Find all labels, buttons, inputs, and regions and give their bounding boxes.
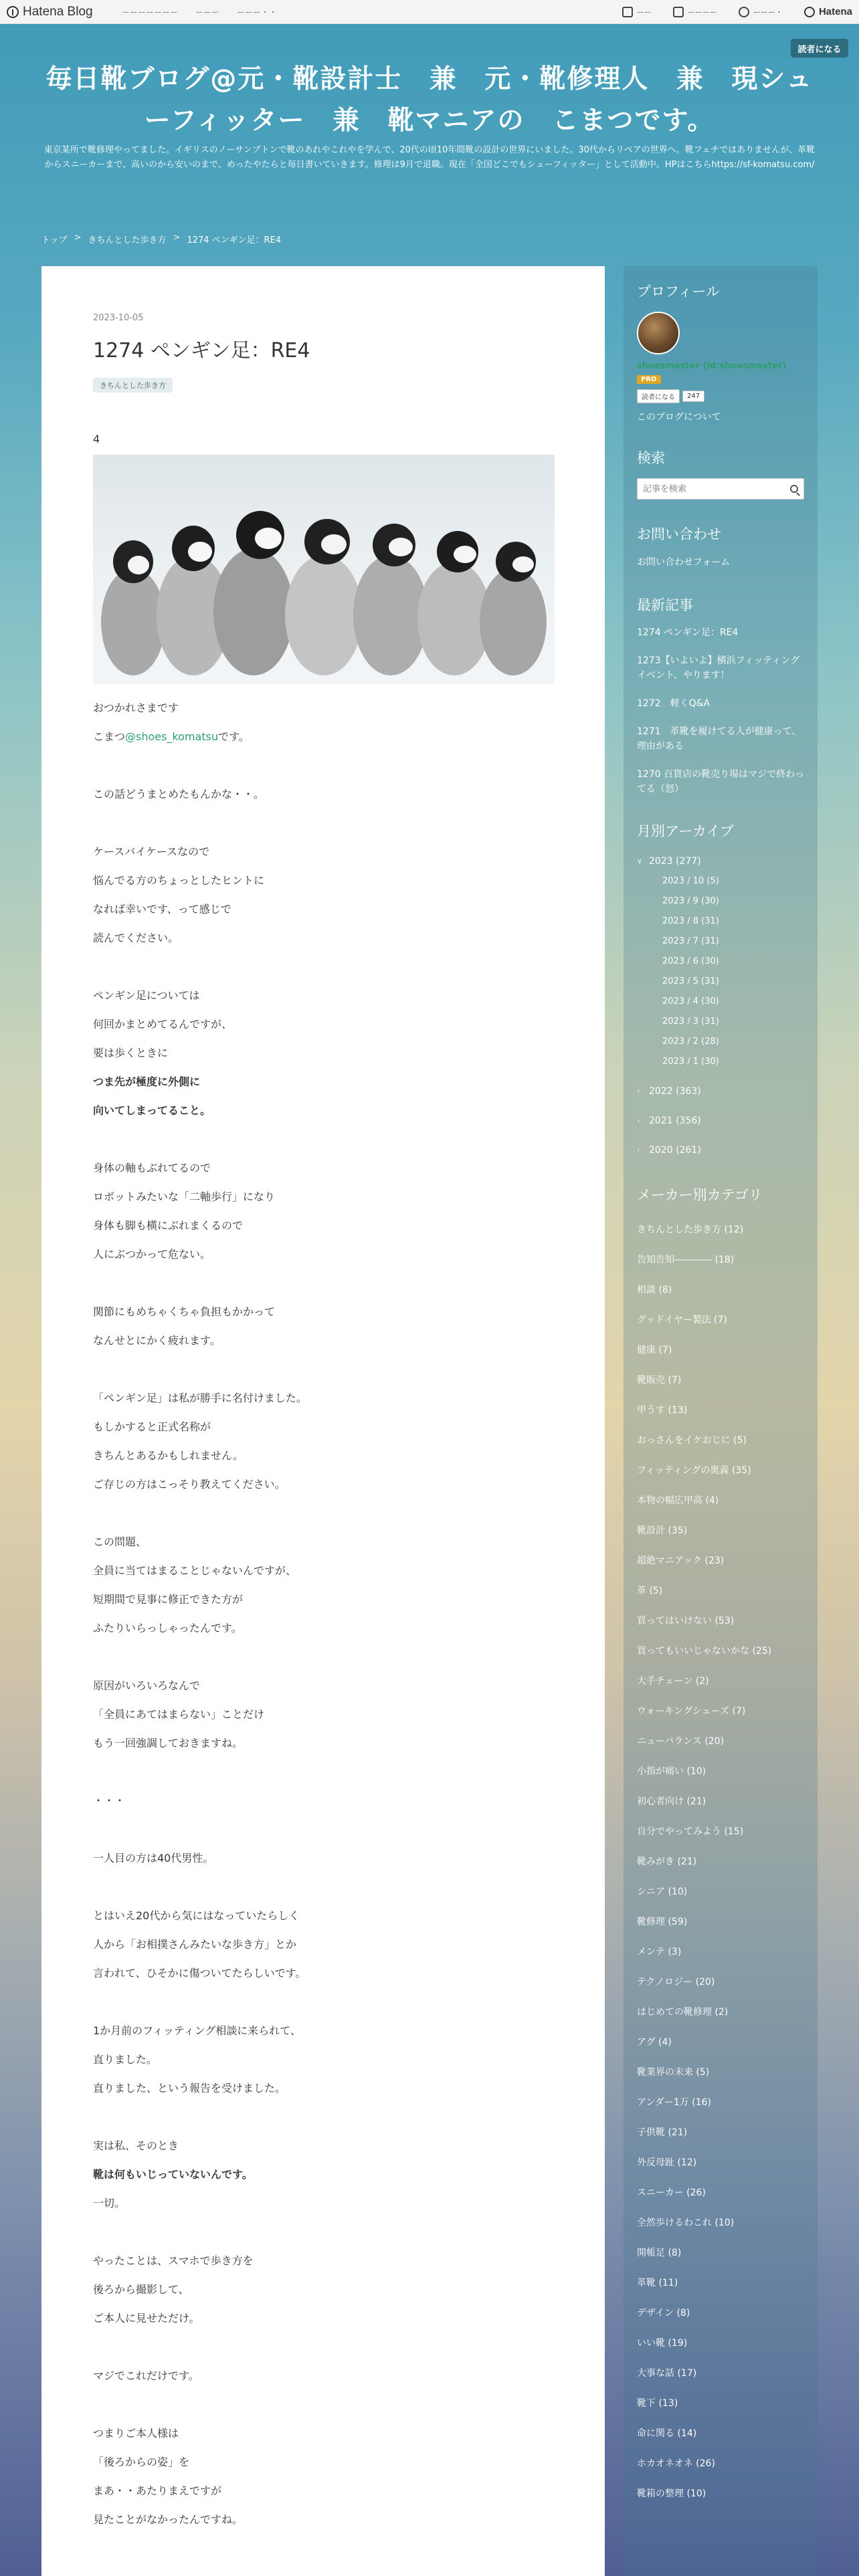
article-paragraph bbox=[93, 1872, 553, 1901]
article-paragraph bbox=[93, 1326, 553, 1355]
article-paragraph bbox=[93, 2045, 553, 2074]
search-section bbox=[637, 447, 804, 500]
article-paragraph bbox=[93, 837, 553, 866]
article-text: 言われて、ひそかに傷ついてたらしいです。 bbox=[93, 1967, 306, 1979]
search-heading: 検索 bbox=[637, 450, 665, 466]
profile-heading: プロフィール bbox=[637, 284, 720, 300]
category-link[interactable]: 自分でやってみよう (15) bbox=[637, 1826, 744, 1837]
article-paragraph bbox=[93, 1297, 553, 1326]
article-paragraph bbox=[93, 1441, 553, 1470]
article-text: です。 bbox=[218, 730, 250, 743]
category-link[interactable]: グッドイヤー製法 (7) bbox=[637, 1315, 727, 1325]
category-link[interactable]: 買ってもいいじゃないかな (25) bbox=[637, 1646, 772, 1656]
archive-year-label: 2023 (277) bbox=[649, 856, 701, 867]
archive-month-link[interactable]: 2023 / 2 (28) bbox=[662, 1037, 719, 1047]
article-bold-text: 靴は何もいじっていないんです。 bbox=[93, 2168, 253, 2181]
article-paragraph bbox=[93, 1959, 553, 1988]
archive-month-link[interactable]: 2023 / 8 (31) bbox=[662, 916, 719, 926]
category-link[interactable]: 初心者向け (21) bbox=[637, 1796, 706, 1807]
article-paragraph bbox=[93, 1067, 553, 1096]
article-number: 4 bbox=[93, 433, 100, 445]
article-paragraph bbox=[93, 1757, 553, 1786]
article-paragraph bbox=[93, 895, 553, 924]
archive-year-open[interactable] bbox=[637, 851, 804, 871]
category-link[interactable]: おっさんをイケおじに (5) bbox=[637, 1435, 747, 1446]
article-paragraph bbox=[93, 2476, 553, 2505]
article-text: 「後ろからの姿」を bbox=[93, 2456, 190, 2468]
subscriber-count[interactable]: 247 bbox=[682, 391, 704, 402]
article-paragraph bbox=[93, 924, 553, 952]
pencil-icon bbox=[622, 7, 633, 17]
article-paragraph bbox=[93, 1154, 553, 1182]
article-paragraph bbox=[93, 2361, 553, 2390]
archive-month-link[interactable]: 2023 / 3 (31) bbox=[662, 1016, 719, 1027]
category-link[interactable]: 靴設計 (35) bbox=[637, 1525, 688, 1536]
article-text: なんせとにかく疲れます。 bbox=[93, 1334, 221, 1347]
article-text: 人から「お相撲さんみたいな歩き方」とか bbox=[93, 1938, 297, 1951]
global-right-menu bbox=[622, 6, 852, 17]
contact-heading: お問い合わせ bbox=[637, 526, 721, 542]
archive-month-link[interactable]: 2023 / 6 (30) bbox=[662, 956, 719, 966]
hatena-blog-logo[interactable] bbox=[7, 5, 93, 19]
category-link[interactable]: シニア (10) bbox=[637, 1887, 688, 1897]
article-paragraph bbox=[93, 2189, 553, 2218]
article-paragraph bbox=[93, 2505, 553, 2534]
archive-month-link[interactable]: 2023 / 5 (31) bbox=[662, 976, 719, 986]
category-link[interactable]: 命に関る (14) bbox=[637, 2428, 697, 2439]
hatena-icon bbox=[804, 7, 815, 17]
article-paragraph bbox=[93, 1642, 553, 1671]
article-paragraph bbox=[93, 809, 553, 837]
article-text: ・・・ bbox=[93, 1794, 126, 1807]
article-text: 一人目の方は40代男性。 bbox=[93, 1852, 214, 1864]
category-link[interactable]: アグ (4) bbox=[637, 2037, 672, 2048]
article-paragraph bbox=[93, 1527, 553, 1556]
profile-subscribe-button[interactable]: 読者になる bbox=[637, 389, 680, 403]
article-text: ご本人に見せただけ。 bbox=[93, 2312, 200, 2325]
article-paragraph bbox=[93, 1556, 553, 1585]
archive-section bbox=[637, 821, 804, 1160]
article-bold-text: つま先が極度に外側に bbox=[93, 1075, 201, 1088]
article-text: 見たことがなかったんですね。 bbox=[93, 2513, 244, 2526]
article-text: もう一回強調しておきますね。 bbox=[93, 1737, 244, 1749]
article-paragraph bbox=[93, 2016, 553, 2045]
article-paragraph bbox=[93, 1815, 553, 1844]
category-link[interactable]: 革 (5) bbox=[637, 1586, 663, 1596]
category-link[interactable]: デザイン (8) bbox=[637, 2308, 690, 2319]
search-box bbox=[637, 478, 804, 500]
article-text: もしかすると正式名称が bbox=[93, 1420, 211, 1433]
article-text: マジでこれだけです。 bbox=[93, 2369, 199, 2382]
article-text: なれば幸いです、って感じで bbox=[93, 903, 231, 916]
article-text: ペンギン足については bbox=[93, 989, 200, 1002]
global-header-bar bbox=[0, 0, 859, 24]
recent-post-link[interactable]: 1274 ペンギン足：RE4 bbox=[637, 627, 739, 638]
category-link[interactable]: 靴みがき (21) bbox=[637, 1856, 697, 1867]
category-section bbox=[637, 1184, 804, 2509]
article-text: 短期間で見事に修正できた方が bbox=[93, 1593, 244, 1606]
article-paragraph bbox=[93, 2103, 553, 2131]
archive-year-label: 2020 (261) bbox=[649, 1145, 701, 1156]
contact-section bbox=[637, 524, 804, 570]
archive-year-closed[interactable] bbox=[637, 1081, 804, 1101]
article-paragraph bbox=[93, 1585, 553, 1614]
global-menu-item[interactable]: ーーーーーーー bbox=[122, 8, 179, 17]
article-paragraph bbox=[93, 981, 553, 1010]
article-text: 実は私、そのとき bbox=[93, 2139, 179, 2152]
hatena-link[interactable] bbox=[804, 6, 852, 17]
dashboard-icon bbox=[673, 7, 684, 17]
article-paragraph bbox=[93, 1901, 553, 1930]
global-menu-item[interactable]: ーーー bbox=[195, 8, 220, 17]
category-link[interactable]: 靴販売 (7) bbox=[637, 1375, 682, 1386]
breadcrumb-separator: > bbox=[173, 233, 181, 243]
article-text: とはいえ20代から気にはなっていたらしく bbox=[93, 1909, 300, 1922]
article-text: 一切。 bbox=[93, 2197, 126, 2210]
article-text: 直りました。 bbox=[93, 2053, 158, 2066]
archive-year-label: 2021 (356) bbox=[649, 1115, 701, 1126]
article-text: 人にぶつかって危ない。 bbox=[93, 1248, 211, 1261]
article-text: 原因がいろいろなんで bbox=[93, 1679, 201, 1692]
article-paragraph bbox=[93, 2333, 553, 2361]
article-text: 悩んでる方のちょっとしたヒントに bbox=[93, 874, 265, 887]
category-link[interactable]: ウォーキングシューズ (7) bbox=[637, 1706, 746, 1717]
category-heading: メーカー別カテゴリ bbox=[637, 1187, 763, 1203]
hatena-blog-logo-text: Hatena Blog bbox=[23, 4, 93, 19]
article-paragraph bbox=[93, 780, 553, 809]
category-link[interactable]: 開帳足 (8) bbox=[637, 2248, 682, 2258]
article-title[interactable]: 1274 ペンギン足：RE4 bbox=[93, 339, 310, 362]
chevron-right-icon[interactable]: › bbox=[637, 1087, 640, 1095]
article-bold-text: 向いてしまってること。 bbox=[93, 1104, 211, 1117]
category-link[interactable]: 本物の幅広甲高 (4) bbox=[637, 1495, 719, 1506]
article-paragraph bbox=[93, 722, 553, 751]
article-text: 関節にもめちゃくちゃ負担もかかって bbox=[93, 1305, 276, 1318]
article-paragraph bbox=[93, 1010, 553, 1039]
hatena-label: Hatena bbox=[818, 6, 852, 17]
category-link[interactable]: 革靴 (11) bbox=[637, 2278, 678, 2288]
category-list bbox=[637, 1215, 804, 2509]
article-paragraph bbox=[93, 1930, 553, 1959]
archive-month-link[interactable]: 2023 / 1 (30) bbox=[662, 1057, 719, 1067]
article-text: 直りました、という報告を受けました。 bbox=[93, 2082, 286, 2095]
article-paragraph bbox=[93, 2275, 553, 2304]
chevron-right-icon[interactable]: › bbox=[637, 1116, 640, 1125]
chevron-down-icon[interactable]: ∨ bbox=[637, 857, 643, 865]
global-menu-item[interactable]: ーーー・・ bbox=[237, 8, 278, 17]
article-paragraph bbox=[93, 1039, 553, 1067]
about-blog-link[interactable]: このブログについて bbox=[637, 412, 721, 423]
contact-form-link[interactable]: お問い合わせフォーム bbox=[637, 557, 731, 568]
category-link[interactable]: スニーカー (26) bbox=[637, 2187, 706, 2198]
account-menu[interactable] bbox=[739, 7, 783, 17]
article-paragraph bbox=[93, 1988, 553, 2016]
archive-year-label: 2022 (363) bbox=[649, 1086, 701, 1097]
article-paragraph bbox=[93, 1355, 553, 1384]
article-paragraph bbox=[93, 1125, 553, 1154]
pro-badge: PRO bbox=[637, 375, 661, 384]
breadcrumb bbox=[41, 233, 281, 245]
article-text: 読んでください。 bbox=[93, 932, 179, 944]
article-text: 全員に当てはまることじゃないんですが、 bbox=[93, 1564, 297, 1577]
category-link[interactable]: メンテ (3) bbox=[637, 1947, 682, 1957]
article-paragraph bbox=[93, 1671, 553, 1700]
category-link[interactable]: 外反母趾 (12) bbox=[637, 2157, 697, 2168]
category-link[interactable]: 甲うす (13) bbox=[637, 1405, 688, 1416]
dashboard-link[interactable] bbox=[673, 7, 717, 17]
article-text: 何回かまとめてるんですが、 bbox=[93, 1018, 233, 1031]
article-text: つまりご本人様は bbox=[93, 2427, 179, 2440]
category-link[interactable]: 告知告知―――― (18) bbox=[637, 1255, 735, 1265]
article-text: 身体も脚も横にぶれまくるので bbox=[93, 1219, 244, 1232]
penguin-photo bbox=[93, 455, 555, 684]
article-paragraph bbox=[93, 866, 553, 895]
article-text: 要は歩くときに bbox=[93, 1047, 169, 1059]
search-icon[interactable] bbox=[790, 485, 798, 493]
category-link[interactable]: 小指が痛い (10) bbox=[637, 1766, 706, 1777]
breadcrumb-top[interactable]: トップ bbox=[41, 235, 68, 245]
article-paragraph bbox=[93, 2074, 553, 2103]
account-label: ーーー・ bbox=[753, 8, 783, 17]
article-paragraph bbox=[93, 1182, 553, 1211]
category-link[interactable]: いい靴 (19) bbox=[637, 2338, 688, 2349]
recent-post-link[interactable]: 1272 軽くQ&A bbox=[637, 698, 710, 709]
category-link[interactable]: 靴業界の未来 (5) bbox=[637, 2067, 710, 2078]
category-link[interactable]: 大事な話 (17) bbox=[637, 2368, 697, 2379]
search-input[interactable] bbox=[643, 484, 777, 494]
global-menu bbox=[122, 7, 278, 17]
archive-year-closed[interactable] bbox=[637, 1140, 804, 1160]
article-paragraph bbox=[93, 751, 553, 780]
article-text: 「ペンギン足」は私が勝手に名付けました。 bbox=[93, 1392, 307, 1404]
blog-description: 東京某所で靴修理やってました。イギリスのノーサンプトンで靴のあれやこれやを学んで、20代の頃10年間靴の設計の世界にいました。30代からリペアの世界へ。靴フェチではありませんが、革靴からスニーカーまで、高いのから安いのまで、めったやたらと毎日書いていきます。修理は9月で退職。現在「全国どこでもシューフィッター」として活動中。HPはこちらhttps://sf-komatsu.com/ bbox=[43, 145, 816, 170]
penguin-illustration bbox=[93, 455, 555, 684]
profile-section bbox=[637, 281, 804, 423]
sidebar bbox=[624, 266, 818, 2576]
article-text: ロボットみたいな「二軸歩行」になり bbox=[93, 1190, 276, 1203]
category-link[interactable]: フィッティングの奥義 (35) bbox=[637, 1465, 751, 1476]
article-text: ふたりいらっしゃったんです。 bbox=[93, 1622, 242, 1634]
category-link[interactable]: ホカオネオネ (26) bbox=[637, 2458, 715, 2469]
breadcrumb-separator: > bbox=[74, 233, 82, 243]
article-paragraph bbox=[93, 1499, 553, 1527]
article-paragraph bbox=[93, 2218, 553, 2246]
article-body bbox=[93, 693, 553, 2534]
article-paragraph bbox=[93, 1269, 553, 1297]
article-text: まあ・・あたりまえですが bbox=[93, 2484, 222, 2497]
user-icon bbox=[739, 7, 749, 17]
category-link[interactable]: アンダー1万 (16) bbox=[637, 2097, 711, 2108]
penguin-group bbox=[101, 511, 547, 675]
article-category-tag[interactable]: きちんとした歩き方 bbox=[93, 378, 173, 393]
article-paragraph bbox=[93, 952, 553, 981]
breadcrumb-category[interactable]: きちんとした歩き方 bbox=[88, 235, 167, 245]
category-link[interactable]: 靴修理 (59) bbox=[637, 1917, 688, 1927]
category-link[interactable]: 超絶マニアック (23) bbox=[637, 1555, 725, 1566]
category-link[interactable]: テクノロジー (20) bbox=[637, 1977, 715, 1988]
article bbox=[41, 266, 605, 2576]
article-text: 後ろから撮影して、 bbox=[93, 2283, 189, 2296]
article-paragraph bbox=[93, 1240, 553, 1269]
article-text: この話どうまとめたもんかな・・。 bbox=[93, 788, 265, 800]
category-link[interactable]: 健康 (7) bbox=[637, 1345, 672, 1356]
recent-posts-section bbox=[637, 595, 804, 796]
article-text: 身体の軸もぶれてるので bbox=[93, 1162, 211, 1174]
article-paragraph bbox=[93, 1614, 553, 1642]
article-paragraph bbox=[93, 1700, 553, 1729]
archive-month-link[interactable]: 2023 / 9 (30) bbox=[662, 896, 719, 906]
article-paragraph bbox=[93, 1470, 553, 1499]
twitter-handle-link[interactable]: @shoes_komatsu bbox=[125, 730, 219, 743]
archive-year-closed[interactable] bbox=[637, 1111, 804, 1131]
article-paragraph bbox=[93, 1412, 553, 1441]
category-link[interactable]: 靴箱の整理 (10) bbox=[637, 2488, 706, 2499]
article-paragraph bbox=[93, 2419, 553, 2448]
article-text: この問題、 bbox=[93, 1535, 147, 1548]
article-text: やったことは、スマホで歩き方を bbox=[93, 2254, 254, 2267]
hatena-blog-logo-icon bbox=[7, 6, 19, 18]
profile-name[interactable]: shoesmaster (id:shoesmaster) bbox=[637, 361, 787, 371]
article-text: おつかれさまです bbox=[93, 702, 179, 714]
category-link[interactable]: 大手チェーン (2) bbox=[637, 1676, 709, 1687]
archive-month-link[interactable]: 2023 / 4 (30) bbox=[662, 996, 719, 1006]
article-paragraph bbox=[93, 2390, 553, 2419]
write-post-label: ーー bbox=[636, 8, 652, 17]
article-text: ケースバイケースなので bbox=[93, 845, 210, 858]
category-link[interactable]: 全然歩けるわこれ (10) bbox=[637, 2218, 735, 2228]
article-text: きちんとあるかもしれません。 bbox=[93, 1449, 244, 1462]
article-paragraph bbox=[93, 1384, 553, 1412]
archive-month-link[interactable]: 2023 / 10 (5) bbox=[662, 876, 719, 886]
avatar[interactable] bbox=[637, 312, 680, 354]
archive-heading: 月別アーカイブ bbox=[637, 823, 734, 839]
article-paragraph bbox=[93, 1096, 553, 1125]
category-link[interactable]: 相談 (8) bbox=[637, 1285, 672, 1295]
category-link[interactable]: 靴下 (13) bbox=[637, 2398, 678, 2409]
article-paragraph bbox=[93, 2246, 553, 2275]
dashboard-label: ーーーー bbox=[687, 8, 717, 17]
article-paragraph bbox=[93, 2448, 553, 2476]
article-paragraph bbox=[93, 693, 553, 722]
article-paragraph bbox=[93, 2304, 553, 2333]
article-paragraph bbox=[93, 1844, 553, 1872]
category-link[interactable]: 子供靴 (21) bbox=[637, 2127, 688, 2138]
article-paragraph bbox=[93, 1211, 553, 1240]
blog-title[interactable]: 毎日靴ブログ@元・靴設計士 兼 元・靴修理人 兼 現シューフィッター 兼 靴マニアの こまつです。 bbox=[45, 64, 814, 136]
subscribe-button[interactable]: 読者になる bbox=[791, 39, 848, 58]
article-paragraph bbox=[93, 1786, 553, 1815]
category-link[interactable]: きちんとした歩き方 (12) bbox=[637, 1224, 744, 1235]
article-paragraph bbox=[93, 1729, 553, 1757]
recent-post-link[interactable]: 1270 百貨店の靴売り場はマジで終わってる（怒） bbox=[637, 769, 804, 794]
recent-post-link[interactable]: 1271 革靴を履けてる人が健康って、理由がある bbox=[637, 726, 801, 752]
category-link[interactable]: ニューバランス (20) bbox=[637, 1736, 725, 1747]
archive-month-link[interactable]: 2023 / 7 (31) bbox=[662, 936, 719, 946]
article-date[interactable]: 2023-10-05 bbox=[93, 313, 144, 323]
category-link[interactable]: 買ってはいけない (53) bbox=[637, 1616, 735, 1626]
chevron-right-icon[interactable]: › bbox=[637, 1146, 640, 1154]
article-paragraph bbox=[93, 2131, 553, 2160]
article-text: ご存じの方はこっそり教えてください。 bbox=[93, 1478, 286, 1491]
article-text: 1か月前のフィッティング相談に来られて、 bbox=[93, 2024, 301, 2037]
recent-posts-heading: 最新記事 bbox=[637, 597, 693, 613]
category-link[interactable]: はじめての靴修理 (2) bbox=[637, 2007, 729, 2018]
profile-subscribe-row bbox=[637, 389, 804, 403]
write-post-link[interactable] bbox=[622, 7, 652, 17]
article-text: 「全員にあてはまらない」ことだけ bbox=[93, 1708, 265, 1721]
article-text: こまつ bbox=[93, 730, 126, 743]
breadcrumb-current: 1274 ペンギン足：RE4 bbox=[187, 235, 282, 245]
article-paragraph bbox=[93, 2160, 553, 2189]
recent-post-link[interactable]: 1273【いよいよ】横浜フィッティングイベント、やります！ bbox=[637, 655, 800, 681]
